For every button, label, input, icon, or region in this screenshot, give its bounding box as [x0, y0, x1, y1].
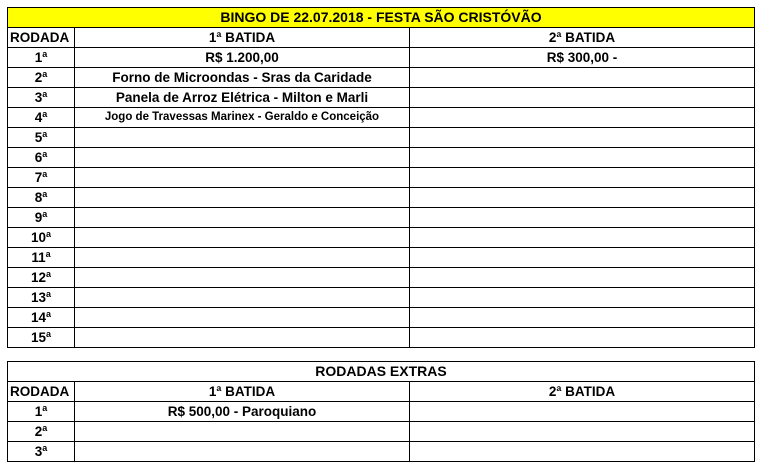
rodada-number: 12	[30, 270, 46, 285]
ordinal-indicator: a	[46, 309, 52, 319]
rodada-cell	[8, 422, 75, 442]
table-row	[8, 208, 755, 228]
table-row	[8, 68, 755, 88]
ordinal-indicator: a	[46, 229, 52, 239]
batida-2-cell	[410, 148, 755, 168]
table-row	[8, 248, 755, 268]
ordinal-indicator: a	[42, 189, 48, 199]
batida-1-cell	[75, 168, 410, 188]
batida-2-cell	[410, 268, 755, 288]
table-row	[8, 442, 755, 462]
batida-1-cell	[75, 268, 410, 288]
rodada-cell	[8, 228, 75, 248]
rodada-cell	[8, 68, 75, 88]
bingo-prize-table	[7, 7, 755, 348]
batida-2-cell	[410, 402, 755, 422]
batida-2-cell	[410, 108, 755, 128]
batida-1-cell: Jogo de Travessas Marinex - Geraldo e Conceição	[75, 108, 410, 128]
extras-header-row	[8, 382, 755, 402]
batida-2-cell	[410, 188, 755, 208]
table-row	[8, 48, 755, 68]
batida-1-cell	[75, 442, 410, 462]
rodada-cell	[8, 328, 75, 348]
ordinal-indicator: a	[42, 443, 48, 453]
table-row	[8, 148, 755, 168]
table-row	[8, 188, 755, 208]
batida-1-cell	[75, 148, 410, 168]
extras-title: RODADAS EXTRAS	[8, 362, 755, 382]
rodada-number: 8	[34, 190, 43, 205]
ordinal-indicator: a	[45, 249, 51, 259]
rodada-number: 7	[34, 170, 43, 185]
ordinal-indicator: a	[42, 129, 48, 139]
table-title: BINGO DE 22.07.2018 - FESTA SÃO CRISTÓVÃO	[8, 8, 755, 28]
rodada-number: 11	[31, 250, 46, 265]
rodada-number: 1	[34, 404, 43, 419]
batida-2-cell	[410, 128, 755, 148]
rodada-cell	[8, 442, 75, 462]
rodada-number: 9	[34, 210, 43, 225]
rodada-number: 14	[30, 310, 46, 325]
rodada-cell	[8, 402, 75, 422]
batida-2-cell	[410, 248, 755, 268]
ordinal-indicator: a	[46, 269, 52, 279]
table-row	[8, 168, 755, 188]
batida-2-cell	[410, 228, 755, 248]
rodada-cell	[8, 148, 75, 168]
batida-1-cell	[75, 308, 410, 328]
rodada-cell	[8, 188, 75, 208]
rodada-number: 15	[30, 330, 46, 345]
ordinal-indicator: a	[42, 69, 48, 79]
extras-prize-table	[7, 361, 755, 462]
rodada-cell	[8, 268, 75, 288]
table-row	[8, 402, 755, 422]
batida-1-cell	[75, 208, 410, 228]
rodada-number: 3	[34, 444, 43, 459]
header-batida-1: 1ª BATIDA	[75, 28, 410, 48]
batida-1-cell	[75, 288, 410, 308]
title-row	[8, 8, 755, 28]
batida-1-cell	[75, 328, 410, 348]
extras-header-rodada: RODADA	[8, 382, 75, 402]
batida-1-cell	[75, 128, 410, 148]
header-batida-2: 2ª BATIDA	[410, 28, 755, 48]
batida-2-cell	[410, 288, 755, 308]
table-row	[8, 422, 755, 442]
batida-2-cell	[410, 328, 755, 348]
main-table-body	[8, 48, 755, 348]
header-row	[8, 28, 755, 48]
rodada-number: 1	[34, 50, 43, 65]
rodada-cell	[8, 48, 75, 68]
batida-2-cell: R$ 300,00 -	[410, 48, 755, 68]
rodada-number: 6	[34, 150, 43, 165]
extras-title-row	[8, 362, 755, 382]
batida-1-cell: Panela de Arroz Elétrica - Milton e Marli	[75, 88, 410, 108]
table-row	[8, 268, 755, 288]
batida-1-cell	[75, 248, 410, 268]
batida-1-cell: R$ 1.200,00	[75, 48, 410, 68]
rodada-cell	[8, 248, 75, 268]
ordinal-indicator: a	[42, 149, 48, 159]
batida-2-cell	[410, 422, 755, 442]
ordinal-indicator: a	[42, 109, 48, 119]
batida-2-cell	[410, 442, 755, 462]
batida-2-cell	[410, 168, 755, 188]
rodada-cell	[8, 288, 75, 308]
extras-header-batida-2: 2ª BATIDA	[410, 382, 755, 402]
ordinal-indicator: a	[42, 89, 48, 99]
ordinal-indicator: a	[42, 209, 48, 219]
rodada-number: 2	[34, 70, 43, 85]
ordinal-indicator: a	[42, 169, 48, 179]
rodada-cell	[8, 308, 75, 328]
table-row	[8, 308, 755, 328]
ordinal-indicator: a	[46, 289, 52, 299]
ordinal-indicator: a	[42, 403, 48, 413]
batida-2-cell	[410, 88, 755, 108]
batida-2-cell	[410, 68, 755, 88]
table-row	[8, 288, 755, 308]
rodada-number: 4	[34, 110, 43, 125]
rodada-cell	[8, 128, 75, 148]
table-row	[8, 128, 755, 148]
rodada-cell	[8, 208, 75, 228]
rodada-number: 10	[30, 230, 46, 245]
batida-2-cell	[410, 208, 755, 228]
table-row	[8, 228, 755, 248]
ordinal-indicator: a	[42, 423, 48, 433]
batida-1-cell	[75, 188, 410, 208]
extras-table-body	[8, 402, 755, 462]
batida-1-cell	[75, 422, 410, 442]
header-rodada: RODADA	[8, 28, 75, 48]
batida-1-cell	[75, 228, 410, 248]
rodada-cell	[8, 168, 75, 188]
rodada-number: 5	[34, 130, 43, 145]
rodada-number: 2	[34, 424, 43, 439]
rodada-cell	[8, 88, 75, 108]
extras-header-batida-1: 1ª BATIDA	[75, 382, 410, 402]
table-row	[8, 108, 755, 128]
table-row	[8, 88, 755, 108]
rodada-number: 3	[34, 90, 43, 105]
rodada-cell	[8, 108, 75, 128]
ordinal-indicator: a	[46, 329, 52, 339]
table-row	[8, 328, 755, 348]
batida-2-cell	[410, 308, 755, 328]
batida-1-cell: R$ 500,00 - Paroquiano	[75, 402, 410, 422]
batida-1-cell: Forno de Microondas - Sras da Caridade	[75, 68, 410, 88]
rodada-number: 13	[30, 290, 46, 305]
ordinal-indicator: a	[42, 49, 48, 59]
